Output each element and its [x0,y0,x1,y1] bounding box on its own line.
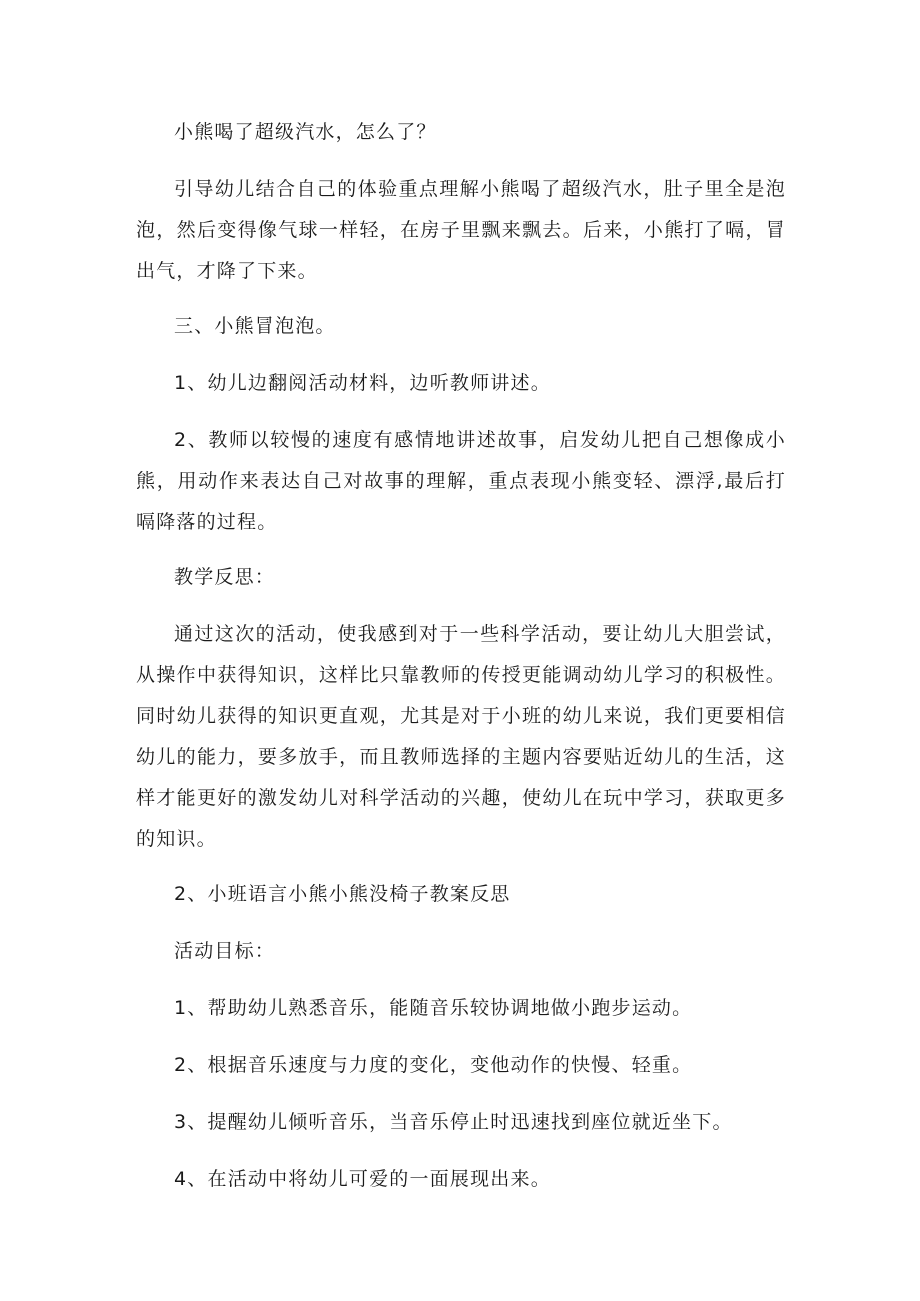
document-body [136,112,786,1216]
objective-item-4: 4、在活动中将幼儿可爱的一面展现出来。 [174,1168,551,1190]
section-heading-objectives: 活动目标： [174,940,276,962]
paragraph-question: 小熊喝了超级汽水，怎么了？ [174,121,437,143]
section-heading-reflection: 教学反思： [174,566,276,588]
objective-item-3: 3、提醒幼儿倾听音乐，当音乐停止时迅速找到座位就近坐下。 [174,1111,733,1133]
list-item-1: 1、幼儿边翻阅活动材料，边听教师讲述。 [174,372,551,394]
objective-item-2: 2、根据音乐速度与力度的变化，变他动作的快慢、轻重。 [174,1054,693,1076]
paragraph-guidance: 引导幼儿结合自己的体验重点理解小熊喝了超级汽水，肚子里全是泡泡，然后变得像气球一样轻，在房子里飘来飘去。后来，小熊打了嗝，冒出气，才降了下来。 [136,178,786,282]
objective-item-1: 1、帮助幼儿熟悉音乐，能随音乐较协调地做小跑步运动。 [174,997,693,1019]
section-heading-bubbles: 三、小熊冒泡泡。 [174,315,336,337]
list-item-2: 2、教师以较慢的速度有感情地讲述故事，启发幼儿把自己想像成小熊，用动作来表达自己对故事的理解，重点表现小熊变轻、漂浮,最后打嗝降落的过程。 [136,429,786,533]
section-heading-lesson-2: 2、小班语言小熊小熊没椅子教案反思 [174,883,511,905]
paragraph-reflection: 通过这次的活动，使我感到对于一些科学活动，要让幼儿大胆尝试，从操作中获得知识，这样比只靠教师的传授更能调动幼儿学习的积极性。同时幼儿获得的知识更直观，尤其是对于小班的幼儿来说，我们更要相信幼儿的能力，要多放手，而且教师选择的主题内容要贴近幼儿的生活，这样才能更好的激发幼儿对科学活动的兴趣，使幼儿在玩中学习，获取更多的知识。 [136,623,786,850]
